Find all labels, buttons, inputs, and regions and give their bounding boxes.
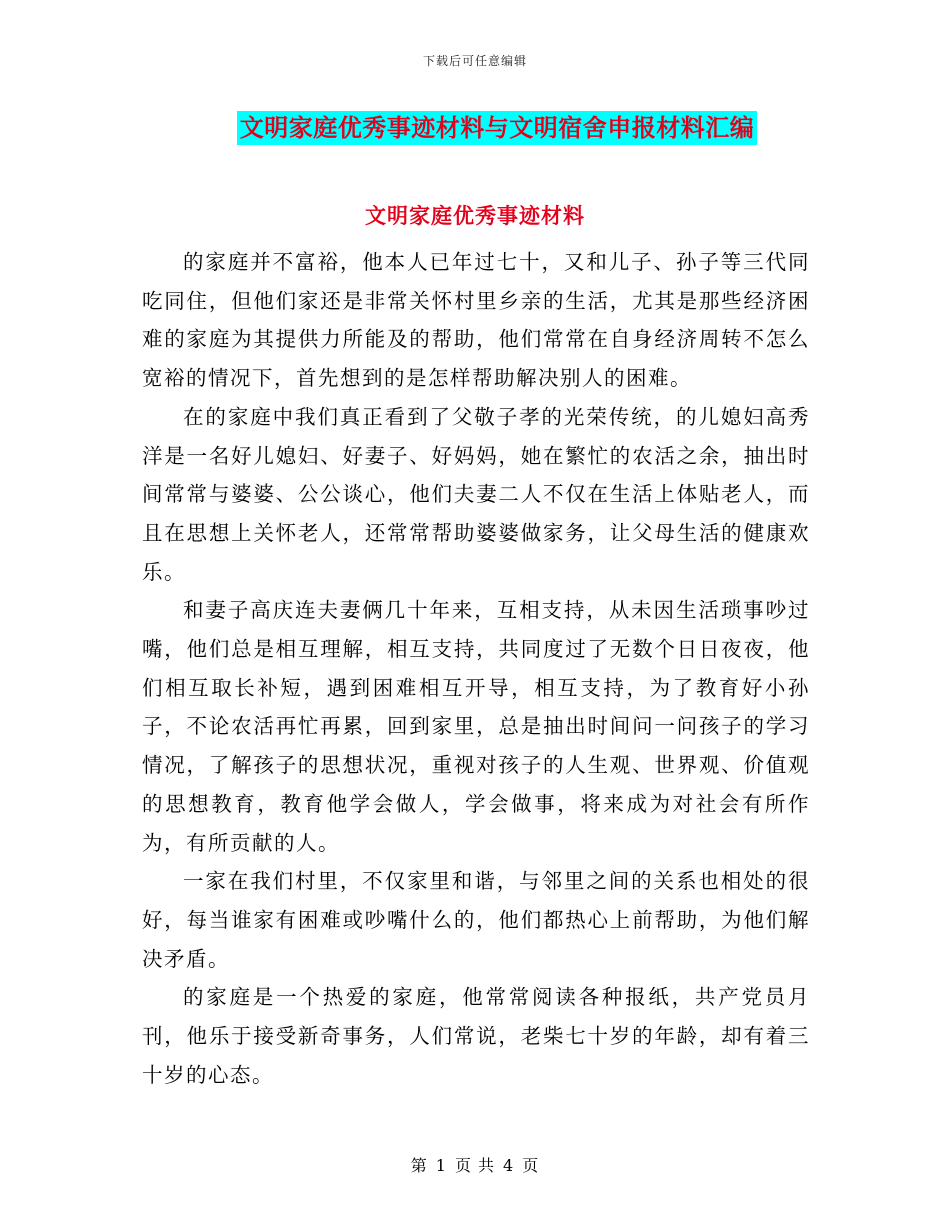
footer-prefix: 第 <box>410 1156 428 1175</box>
footer-total-pages: 4 <box>503 1156 515 1175</box>
main-title: 文明家庭优秀事迹材料与文明宿舍申报材料汇编 <box>237 111 758 145</box>
document-body <box>142 243 810 1094</box>
section-title: 文明家庭优秀事迹材料 <box>365 203 585 228</box>
paragraph-3: 和妻子高庆连夫妻俩几十年来，互相支持，从未因生活琐事吵过嘴，他们总是相互理解，相互支持，共同度过了无数个日日夜夜，他们相互取长补短，遇到困难相互开导，相互支持，为了教育好小孙子，不论农活再忙再累，回到家里，总是抽出时间问一问孩子的学习情况，了解孩子的思想状况，重视对孩子的人生观、世界观、价值观的思想教育，教育他学会做人，学会做事，将来成为对社会有所作为，有所贡献的人。 <box>142 598 810 855</box>
footer-suffix: 页 <box>522 1156 540 1175</box>
footer-middle: 页 共 <box>454 1156 496 1175</box>
paragraph-2: 在的家庭中我们真正看到了父敬子孝的光荣传统，的儿媳妇高秀洋是一名好儿媳妇、好妻子、好妈妈，她在繁忙的农活之余，抽出时间常常与婆婆、公公谈心，他们夫妻二人不仅在生活上体贴老人，而且在思想上关怀老人，还常常帮助婆婆做家务，让父母生活的健康欢乐。 <box>142 404 810 584</box>
footer-current-page: 1 <box>435 1156 447 1175</box>
page-header-note: 下载后可任意编辑 <box>422 54 527 68</box>
paragraph-4: 一家在我们村里，不仅家里和谐，与邻里之间的关系也相处的很好，每当谁家有困难或吵嘴什么的，他们都热心上前帮助，为他们解决矛盾。 <box>142 869 810 971</box>
main-title-container <box>0 111 950 145</box>
paragraph-5: 的家庭是一个热爱的家庭，他常常阅读各种报纸，共产党员月刊，他乐于接受新奇事务，人们常说，老柴七十岁的年龄，却有着三十岁的心态。 <box>142 985 810 1087</box>
paragraph-1: 的家庭并不富裕，他本人已年过七十，又和儿子、孙子等三代同吃同住，但他们家还是非常关怀村里乡亲的生活，尤其是那些经济困难的家庭为其提供力所能及的帮助，他们常常在自身经济周转不怎么宽裕的情况下，首先想到的是怎样帮助解决别人的困难。 <box>142 250 810 391</box>
page-footer <box>0 1153 950 1176</box>
